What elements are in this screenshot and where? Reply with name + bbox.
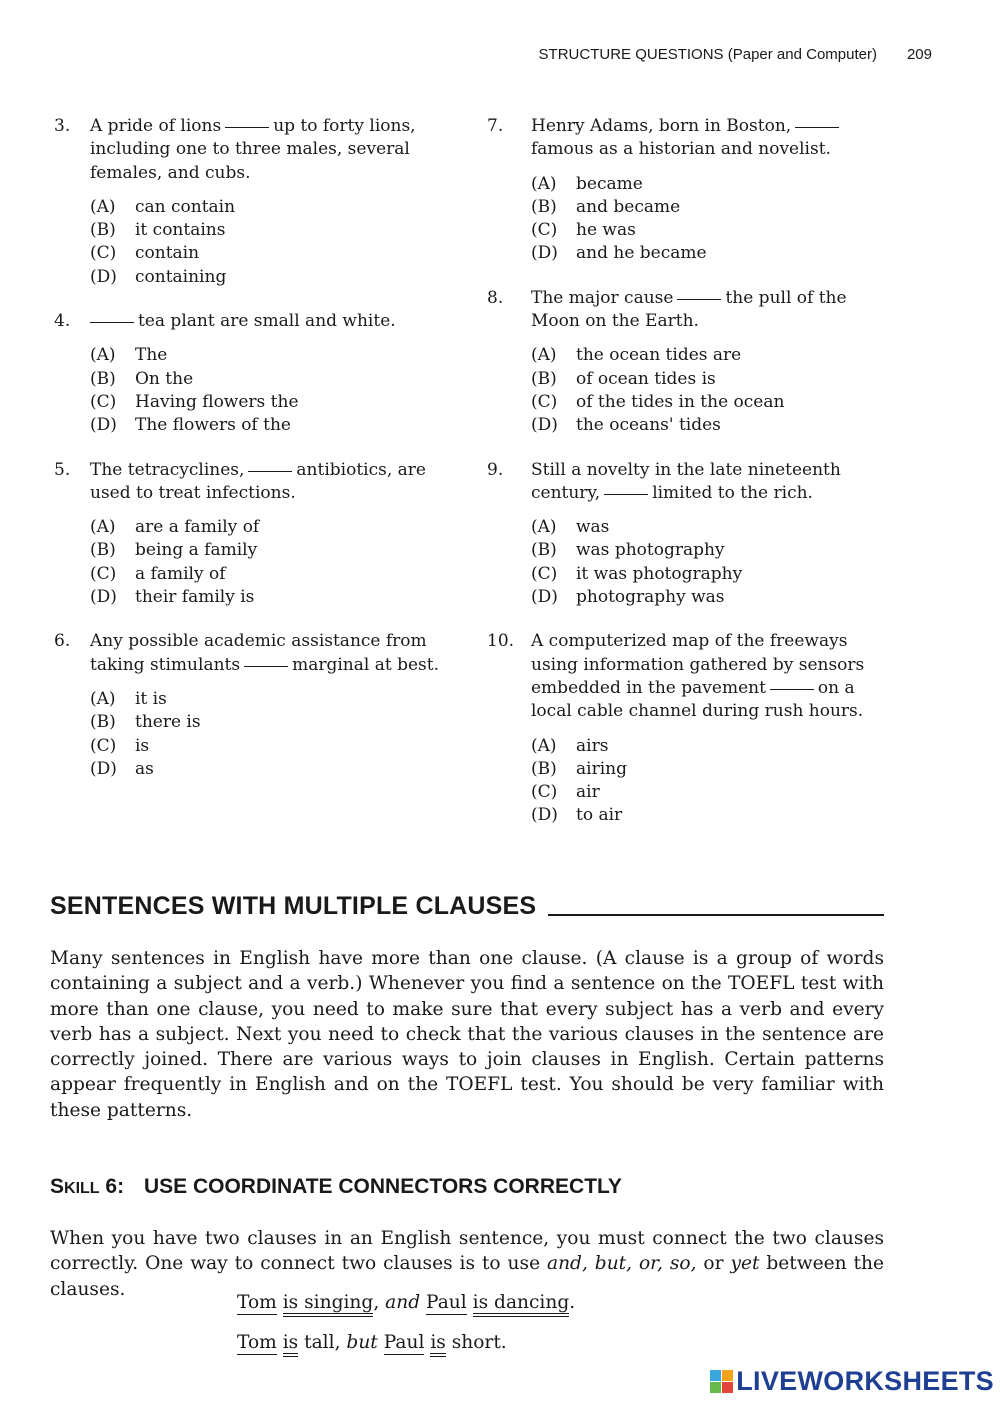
question-item — [54, 459, 444, 610]
logo-square — [722, 1370, 733, 1381]
option-text: being a family — [135, 540, 258, 561]
answer-blank — [225, 127, 269, 128]
question-stem — [90, 310, 444, 333]
example-subject: Paul — [426, 1292, 467, 1313]
connector-list: and, but, or, so, — [547, 1253, 697, 1275]
question-number: 6. — [54, 631, 71, 652]
answer-option[interactable] — [90, 414, 444, 437]
section-heading — [50, 892, 884, 921]
answer-option[interactable] — [90, 688, 444, 711]
question-stem — [90, 115, 444, 185]
stem-before-blank: Any possible academic assistance from taking stimulants — [90, 631, 427, 675]
question-number: 5. — [54, 459, 71, 480]
option-letter: (C) — [90, 735, 117, 756]
answer-option[interactable] — [531, 539, 887, 562]
stem-before-blank: A computerized map of the freeways using information gathered by sensors embedded in the pavement — [531, 631, 865, 698]
answer-option[interactable] — [90, 344, 444, 367]
option-letter: (B) — [531, 368, 557, 389]
example-end: . — [569, 1292, 576, 1313]
question-stem — [531, 459, 887, 506]
stem-before-blank: The major cause — [531, 287, 674, 308]
question-item — [487, 459, 887, 610]
question-number: 8. — [487, 287, 504, 308]
answer-option[interactable] — [90, 586, 444, 609]
question-number: 3. — [54, 116, 71, 136]
answer-options — [531, 516, 887, 609]
answer-options — [90, 196, 444, 289]
option-text: The — [135, 345, 168, 366]
option-letter: (A) — [90, 517, 116, 538]
question-stem — [531, 115, 887, 162]
answer-option[interactable] — [531, 219, 887, 242]
question-number: 10. — [487, 631, 515, 652]
answer-option[interactable] — [531, 735, 887, 758]
option-letter: (A) — [90, 345, 116, 366]
answer-options — [531, 344, 887, 437]
question-item — [54, 630, 444, 781]
example-complement: tall — [298, 1332, 335, 1353]
example-conjunction: and — [385, 1292, 421, 1313]
option-letter: (C) — [531, 563, 558, 584]
option-text: and he became — [576, 243, 707, 264]
running-header — [539, 46, 932, 63]
option-text: On the — [135, 368, 194, 389]
stem-after-blank: limited to the rich. — [652, 482, 813, 503]
answer-option[interactable] — [531, 414, 887, 437]
question-item — [54, 115, 444, 289]
option-text: it contains — [135, 220, 226, 241]
stem-after-blank: up to forty lions, including one to three males, several females, and cubs. — [90, 116, 416, 183]
skill-label-first: S — [50, 1175, 65, 1198]
option-text: the ocean tides are — [576, 345, 742, 366]
option-letter: (B) — [90, 220, 116, 241]
skill-heading — [50, 1175, 622, 1199]
option-letter: (A) — [90, 688, 116, 709]
example-subject: Paul — [383, 1332, 425, 1353]
stem-before-blank: The tetracyclines, — [90, 459, 245, 480]
answer-option[interactable] — [531, 344, 887, 367]
example-subject: Tom — [237, 1332, 277, 1353]
option-text: Having flowers the — [135, 391, 299, 412]
logo-square — [722, 1382, 733, 1393]
answer-options — [531, 173, 887, 266]
option-text: contain — [135, 243, 200, 264]
option-letter: (B) — [531, 758, 557, 779]
skill-label-rest: KILL — [64, 1180, 100, 1197]
option-letter: (A) — [531, 517, 557, 538]
option-text: the oceans' tides — [576, 415, 721, 436]
skill-number: 6: — [105, 1175, 125, 1198]
option-letter: (B) — [531, 540, 557, 561]
stem-after-blank: marginal at best. — [292, 654, 439, 675]
section-paragraph: Many sentences in English have more than one clause. (A clause is a group of words containing a subject and a verb.) Whenever you find a sentence on the TOEFL test with more than one clause, you need to make sure that every subject has a verb and every verb has a subject. Next you need to check that the various clauses in the sentence are correctly joined. There are various ways to join clauses in English. Certain patterns appear frequently in English and on the TOEFL test. You should be very familiar with these patterns. — [50, 948, 884, 1121]
option-text: became — [576, 173, 643, 194]
answer-option[interactable] — [531, 368, 887, 391]
option-letter: (D) — [531, 587, 558, 608]
answer-blank — [677, 299, 721, 300]
option-text: is — [135, 735, 150, 756]
option-text: was photography — [576, 540, 725, 561]
option-letter: (A) — [531, 735, 557, 756]
option-text: photography was — [576, 587, 725, 608]
stem-after-blank: on a local cable channel during rush hours. — [531, 677, 864, 722]
answer-option[interactable] — [531, 242, 887, 265]
page-number: 209 — [906, 46, 932, 63]
answer-blank — [604, 494, 648, 495]
answer-options — [531, 735, 887, 828]
answer-option[interactable] — [90, 242, 444, 265]
option-letter: (A) — [531, 345, 557, 366]
option-letter: (B) — [90, 368, 116, 389]
skill-intro — [50, 1226, 884, 1302]
option-text: containing — [135, 266, 227, 287]
question-stem — [531, 287, 887, 334]
answer-option[interactable] — [90, 196, 444, 219]
answer-option[interactable] — [531, 173, 887, 196]
option-text: airs — [576, 735, 609, 756]
answer-option[interactable] — [90, 391, 444, 414]
section-title: SENTENCES WITH MULTIPLE CLAUSES — [50, 892, 537, 920]
skill-title: USE COORDINATE CONNECTORS CORRECTLY — [143, 1175, 622, 1198]
example-complement: short — [445, 1332, 501, 1353]
option-letter: (D) — [90, 758, 117, 779]
example-end: . — [500, 1332, 507, 1353]
answer-option[interactable] — [531, 586, 887, 609]
answer-options — [90, 688, 444, 781]
question-item — [487, 287, 887, 438]
option-text: it is — [135, 688, 167, 709]
option-letter: (C) — [531, 391, 558, 412]
question-number: 7. — [487, 116, 504, 136]
liveworksheets-logo — [710, 1366, 994, 1397]
question-item — [487, 630, 887, 827]
question-stem — [90, 459, 444, 506]
answer-option[interactable] — [531, 781, 887, 804]
option-letter: (A) — [531, 173, 557, 194]
option-letter: (D) — [90, 415, 117, 436]
questions-column-left — [54, 115, 444, 781]
logo-square — [710, 1382, 721, 1393]
answer-option[interactable] — [90, 539, 444, 562]
answer-options — [90, 344, 444, 437]
option-text: of the tides in the ocean — [576, 391, 785, 412]
stem-after-blank: antibiotics, are used to treat infections. — [90, 459, 426, 503]
answer-option[interactable] — [90, 735, 444, 758]
question-stem — [90, 630, 444, 677]
logo-text: LIVEWORKSHEETS — [736, 1366, 994, 1396]
question-number: 4. — [54, 311, 71, 332]
option-letter: (A) — [90, 196, 116, 217]
answer-options — [90, 516, 444, 609]
option-letter: (B) — [531, 196, 557, 217]
example-verb: is dancing — [473, 1292, 570, 1317]
answer-blank — [248, 471, 292, 472]
option-text: The flowers of the — [135, 415, 291, 436]
example-verb: is singing — [283, 1292, 374, 1317]
option-text: airing — [576, 758, 627, 779]
answer-option[interactable] — [531, 516, 887, 539]
answer-option[interactable] — [531, 758, 887, 781]
option-text: of ocean tides is — [576, 368, 716, 389]
option-text: he was — [576, 220, 636, 241]
option-text: there is — [135, 712, 201, 733]
answer-blank — [90, 322, 134, 323]
answer-option[interactable] — [90, 516, 444, 539]
answer-option[interactable] — [531, 391, 887, 414]
stem-after-blank: tea plant are small and white. — [138, 311, 396, 332]
answer-blank — [795, 127, 839, 128]
stem-after-blank: famous as a historian and novelist. — [531, 139, 831, 160]
logo-mark-icon — [710, 1370, 733, 1393]
skill-intro-end: between the clauses. — [50, 1253, 884, 1300]
question-item — [54, 310, 444, 437]
answer-option[interactable] — [90, 266, 444, 289]
question-number: 9. — [487, 459, 504, 480]
question-item — [487, 115, 887, 266]
answer-option[interactable] — [531, 196, 887, 219]
example-subject: Tom — [237, 1292, 277, 1313]
option-letter: (C) — [90, 243, 117, 264]
option-letter: (C) — [90, 563, 117, 584]
answer-option[interactable] — [90, 563, 444, 586]
option-letter: (C) — [531, 782, 558, 803]
option-text: it was photography — [576, 563, 743, 584]
stem-before-blank: A pride of lions — [90, 116, 222, 136]
option-letter: (D) — [90, 587, 117, 608]
example-verb: is — [430, 1332, 446, 1357]
option-letter: (C) — [531, 220, 558, 241]
stem-after-blank: the pull of the Moon on the Earth. — [531, 287, 847, 332]
option-text: are a family of — [135, 517, 260, 538]
answer-blank — [244, 666, 288, 667]
option-text: was — [576, 517, 610, 538]
section-rule — [548, 914, 884, 916]
option-letter: (D) — [531, 805, 558, 826]
example-sentence: Tom is singing, and Paul is dancing. — [237, 1292, 575, 1313]
example-conjunction: but — [346, 1332, 378, 1353]
option-text: and became — [576, 196, 681, 217]
option-text: as — [135, 758, 154, 779]
option-letter: (D) — [90, 266, 117, 287]
questions-column-right — [487, 115, 887, 828]
example-verb: is — [283, 1332, 299, 1357]
option-text: can contain — [135, 196, 236, 217]
option-text: their family is — [135, 587, 255, 608]
option-text: a family of — [135, 563, 226, 584]
option-letter: (D) — [531, 243, 558, 264]
answer-option[interactable] — [531, 563, 887, 586]
stem-before-blank: Henry Adams, born in Boston, — [531, 116, 792, 136]
option-text: to air — [576, 805, 623, 826]
header-title: STRUCTURE QUESTIONS (Paper and Computer) — [538, 46, 877, 63]
logo-square — [710, 1370, 721, 1381]
option-letter: (B) — [90, 712, 116, 733]
option-text: air — [576, 782, 600, 803]
connector-yet: yet — [730, 1253, 760, 1275]
option-letter: (B) — [90, 540, 116, 561]
stem-before-blank: Still a novelty in the late nineteenth century, — [531, 459, 841, 503]
answer-option[interactable] — [90, 711, 444, 734]
option-letter: (D) — [531, 415, 558, 436]
skill-intro-or: or — [696, 1253, 731, 1275]
answer-blank — [770, 689, 814, 690]
answer-option[interactable] — [90, 758, 444, 781]
answer-option[interactable] — [90, 219, 444, 242]
answer-option[interactable] — [531, 804, 887, 827]
question-stem — [531, 630, 887, 723]
skill-intro-start: When you have two clauses in an English sentence, you must connect the two clauses correctly. One way to connect two clauses is to use — [50, 1228, 884, 1275]
answer-option[interactable] — [90, 368, 444, 391]
example-sentence: Tom is tall, but Paul is short. — [237, 1332, 507, 1353]
option-letter: (C) — [90, 391, 117, 412]
